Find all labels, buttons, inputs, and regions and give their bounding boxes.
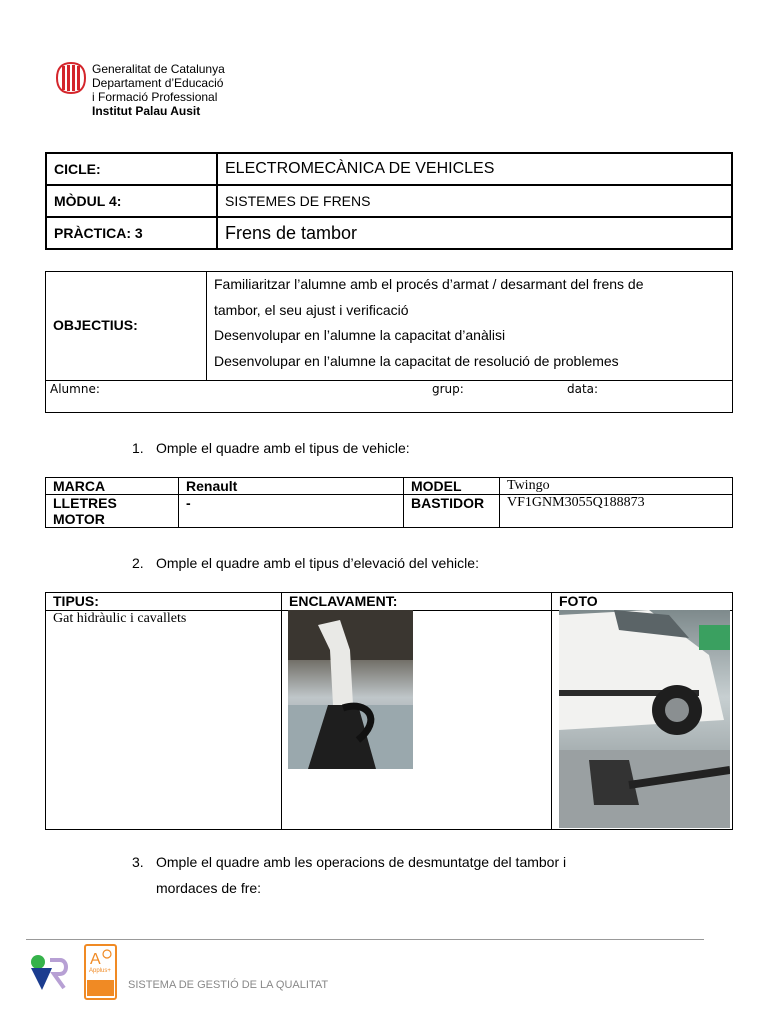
cicle-label: CICLE: — [46, 153, 217, 185]
jack-stand-photo — [288, 610, 413, 769]
footer-divider — [26, 939, 704, 940]
step-text: Omple el quadre amb el tipus de vehicle: — [156, 440, 410, 456]
step-number: 2. — [132, 555, 144, 571]
header-line-2: Departament d’Educació — [92, 76, 224, 90]
objective-line: tambor, el seu ajust i verificació — [214, 301, 409, 318]
jack-stand-illustration — [288, 610, 413, 769]
header-institution — [92, 62, 225, 118]
objective-line: Familiaritzar l’alumne amb el procés d’armat / desarmant del frens de — [214, 276, 644, 292]
step-2 — [132, 550, 479, 576]
header-line-3: i Formació Professional — [92, 90, 218, 104]
bastidor-value[interactable]: VF1GNM3055Q188873 — [500, 495, 733, 528]
grup-field-label[interactable]: grup: — [432, 382, 464, 396]
lletres-label-line: LLETRES — [53, 495, 117, 511]
tipus-header: TIPUS: — [46, 593, 282, 611]
step-number: 3. — [132, 854, 144, 870]
table-row — [46, 153, 732, 185]
course-info-table — [45, 152, 733, 250]
objectives-list — [214, 272, 644, 374]
objective-line: Desenvolupar en l’alumne la capacitat de resolució de problemes — [214, 352, 619, 369]
model-label: MODEL — [404, 478, 500, 495]
objectives-label: OBJECTIUS: — [53, 317, 138, 333]
alumne-field-label[interactable]: Alumne: — [50, 382, 100, 396]
car-lifted-photo — [559, 610, 730, 828]
applus-badge-text: Applus+ — [89, 968, 111, 974]
step-3 — [132, 849, 567, 901]
applus-badge — [84, 944, 117, 1000]
marca-label: MARCA — [46, 478, 179, 495]
motor-label-line: MOTOR — [53, 511, 105, 527]
step-text-line-2: mordaces de fre: — [156, 880, 262, 896]
practica-value: Frens de tambor — [217, 217, 732, 249]
table-row — [46, 478, 733, 495]
step-number: 1. — [132, 440, 144, 456]
step-1 — [132, 435, 410, 461]
table-row — [46, 217, 732, 249]
table-row — [46, 185, 732, 217]
header-school-name: Institut Palau Ausit — [92, 104, 201, 118]
foto-header: FOTO — [552, 593, 733, 611]
cicle-value: ELECTROMECÀNICA DE VEHICLES — [217, 153, 732, 185]
objective-line: Desenvolupar en l’alumne la capacitat d’anàlisi — [214, 327, 506, 343]
model-value[interactable]: Twingo — [500, 478, 733, 495]
lletres-motor-label — [46, 495, 179, 528]
footer-quality-text: SISTEMA DE GESTIÓ DE LA QUALITAT — [128, 979, 329, 991]
step-text-line-1: Omple el quadre amb les operacions de desmuntatge del tambor i — [156, 854, 567, 870]
generalitat-logo-icon — [56, 62, 86, 94]
table-row — [46, 593, 733, 611]
header-line-1: Generalitat de Catalunya — [92, 62, 225, 76]
bastidor-label: BASTIDOR — [404, 495, 500, 528]
vehicle-table — [45, 477, 733, 528]
modul-value: SISTEMES DE FRENS — [217, 185, 732, 217]
practica-label: PRÀCTICA: 3 — [46, 217, 217, 249]
quality-logo-icon — [28, 952, 76, 992]
enclavament-header: ENCLAVAMENT: — [282, 593, 552, 611]
table-row — [46, 495, 733, 528]
data-field-label[interactable]: data: — [567, 382, 599, 396]
objectives-divider — [46, 380, 732, 381]
step-text: Omple el quadre amb el tipus d’elevació del vehicle: — [156, 555, 479, 571]
objectives-label-cell — [46, 272, 207, 380]
car-lifted-illustration — [559, 610, 730, 828]
lletres-motor-value[interactable]: - — [179, 495, 404, 528]
tipus-value[interactable]: Gat hidràulic i cavallets — [46, 611, 282, 830]
modul-label: MÒDUL 4: — [46, 185, 217, 217]
svg-text:A: A — [90, 951, 101, 968]
objectives-box — [45, 271, 733, 413]
marca-value[interactable]: Renault — [179, 478, 404, 495]
